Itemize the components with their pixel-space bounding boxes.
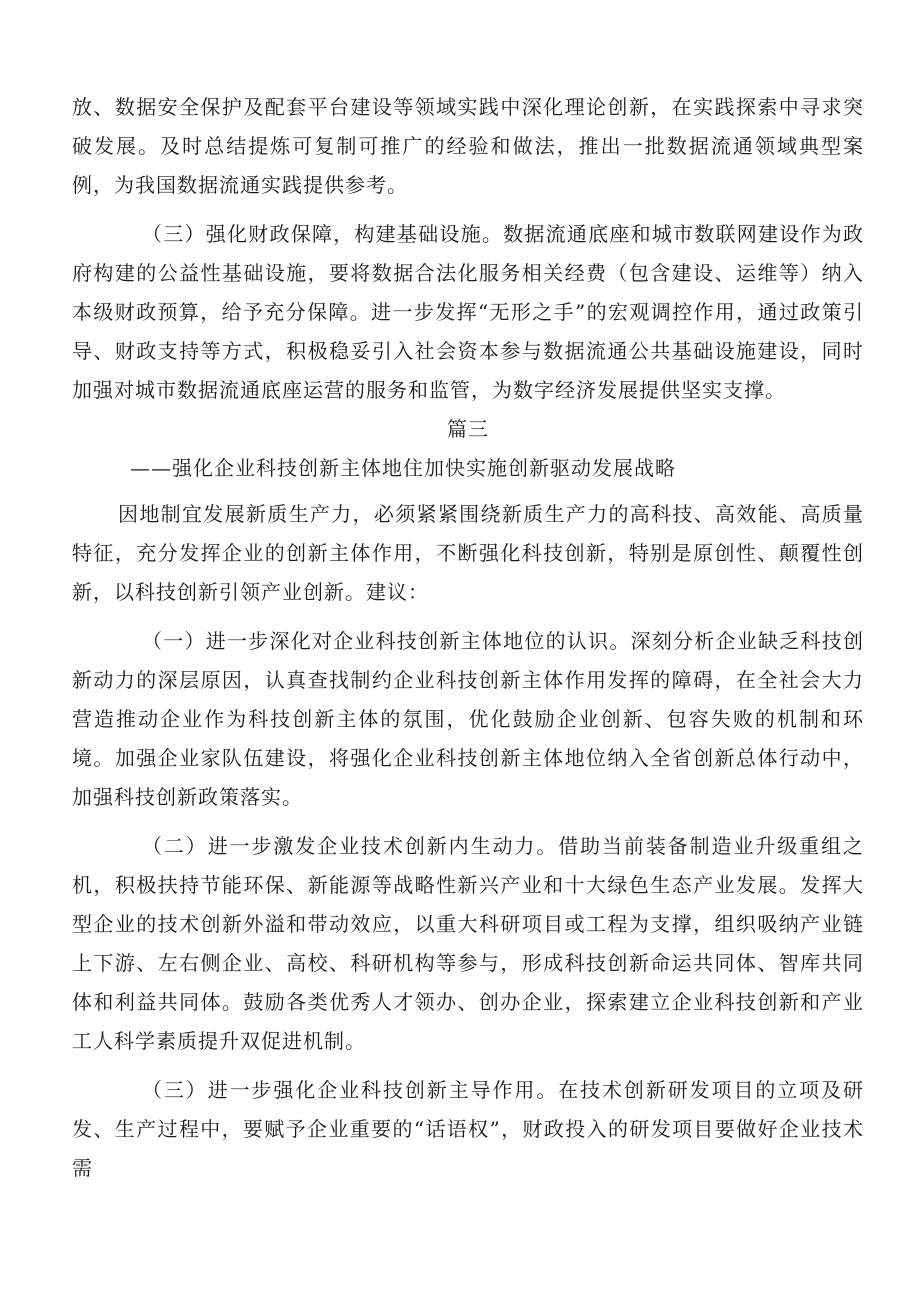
paragraph-point-one: （一）进一步深化对企业科技创新主体地位的认识。深刻分析企业缺乏科技创新动力的深层原因，认真查找制约企业科技创新主体作用发挥的障碍，在全社会大力营造推动企业作为科技创新主体的氛围，优化鼓励企业创新、包容失败的机制和环境。加强企业家队伍建设，将强化企业科技创新主体地位纳入全省创新总体行动中，加强科技创新政策落实。 <box>72 629 864 809</box>
paragraph-intro: 因地制宜发展新质生产力，必须紧紧围绕新质生产力的高科技、高效能、高质量特征，充分发挥企业的创新主体作用，不断强化科技创新，特别是原创性、颠覆性创新，以科技创新引领产业创新。建议： <box>72 502 864 604</box>
paragraph-continuation: 放、数据安全保护及配套平台建设等领域实践中深化理论创新，在实践探索中寻求突破发展。及时总结提炼可复制可推广的经验和做法，推出一批数据流通领域典型案例，为我国数据流通实践提供参考。 <box>72 95 864 197</box>
paragraph-fiscal-guarantee: （三）强化财政保障，构建基础设施。数据流通底座和城市数联网建设作为政府构建的公益性基础设施，要将数据合法化服务相关经费（包含建设、运维等）纳入本级财政预算，给予充分保障。进一步发挥“无形之手”的宏观调控作用，通过政策引导、财政支持等方式，积极稳妥引入社会资本参与数据流通公共基础设施建设，同时加强对城市数据流通底座运营的服务和监管，为数字经济发展提供坚实支撑。 <box>72 222 864 402</box>
document-body <box>72 88 864 1188</box>
section-title: 篇三 <box>447 417 489 441</box>
section-subtitle: ——强化企业科技创新主体地住加快实施创新驱动发展战略 <box>130 456 676 480</box>
paragraph-point-three: （三）进一步强化企业科技创新主导作用。在技术创新研发项目的立项及研发、生产过程中，要赋予企业重要的“话语权”，财政投入的研发项目要做好企业技术需 <box>72 1078 864 1180</box>
paragraph-point-two: （二）进一步激发企业技术创新内生动力。借助当前装备制造业升级重组之机，积极扶持节能环保、新能源等战略性新兴产业和十大绿色生态产业发展。发挥大型企业的技术创新外溢和带动效应，以重大科研项目或工程为支撑，组织吸纳产业链上下游、左右侧企业、高校、科研机构等参与，形成科技创新命运共同体、智库共同体和利益共同体。鼓励各类优秀人才领办、创办企业，探索建立企业科技创新和产业工人科学素质提升双促进机制。 <box>72 834 864 1053</box>
